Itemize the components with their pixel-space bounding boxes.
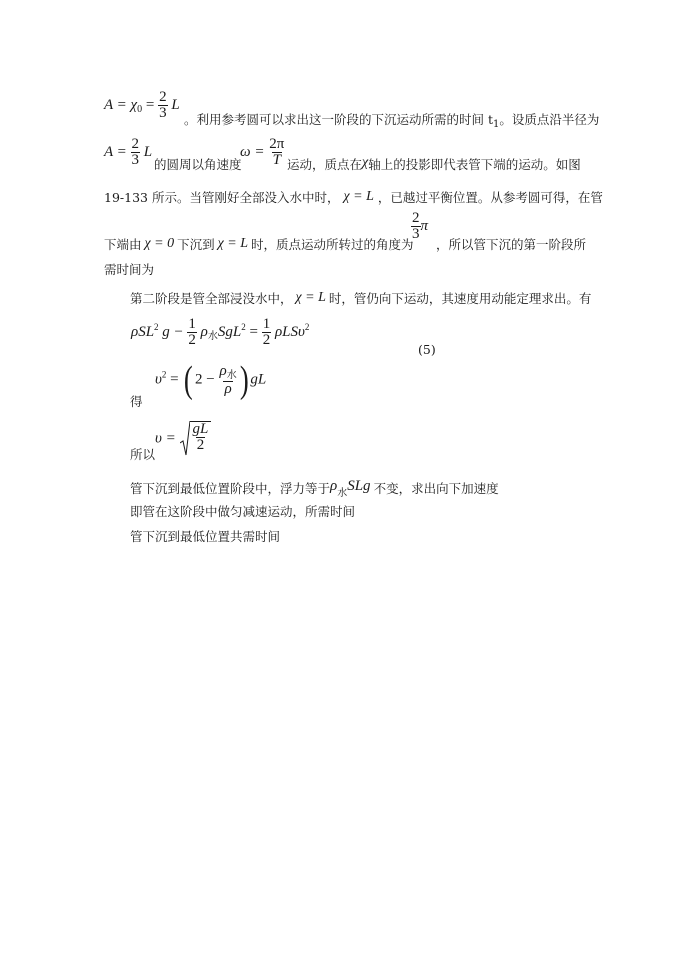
text: 管下沉到最低位置阶段中，浮力等于	[130, 481, 331, 496]
eq-part: SgL	[217, 323, 242, 340]
text: 轴上的投影即代表管下端的运动。如图	[368, 157, 581, 172]
velocity-equation	[155, 421, 211, 457]
right-paren: )	[239, 359, 249, 401]
angle-fraction	[411, 211, 428, 242]
eq-part: ρLSυ	[274, 323, 305, 340]
pi-symbol: π	[420, 217, 429, 234]
frac-num: 2	[131, 136, 140, 152]
eq-sup: 2	[241, 321, 246, 332]
formula-sub: 0	[137, 103, 143, 115]
eq-sup: 2	[161, 369, 167, 380]
eq-sign: =	[170, 371, 179, 388]
line-2-text-2	[287, 155, 581, 173]
frac-den: 3	[412, 226, 420, 242]
fraction	[158, 90, 168, 121]
fraction	[131, 137, 141, 168]
eq-part: g −	[162, 323, 184, 340]
rho: ρ	[330, 478, 338, 494]
frac-num: gL	[192, 421, 209, 437]
energy-equation	[131, 317, 309, 348]
omega-eq: ω =	[240, 143, 265, 160]
formula-text: A =	[104, 143, 127, 160]
fraction	[192, 422, 210, 453]
frac-num: 2	[159, 89, 167, 105]
formula: χ = 0	[144, 236, 175, 251]
frac-num: 1	[262, 316, 271, 332]
frac-den: ρ	[224, 380, 232, 397]
text: 时，质点运动所转过的角度为	[251, 237, 414, 252]
frac-den: 2	[262, 332, 271, 348]
rho-sub: 水	[337, 488, 348, 499]
var-L: L	[171, 96, 180, 113]
frac-den: 2	[188, 332, 196, 348]
text-sub: 1	[493, 119, 500, 130]
formula: SLg	[347, 478, 371, 494]
line-1	[104, 90, 180, 121]
line-1-text	[184, 110, 599, 130]
line-5: 需时间为	[104, 262, 155, 277]
formula: χ = L	[217, 236, 249, 251]
formula: χ = L	[343, 189, 374, 204]
chi-var: χ	[362, 155, 369, 170]
eq-sign: =	[249, 323, 258, 340]
text: 运动，质点在	[287, 157, 363, 172]
rho: ρ	[200, 323, 208, 340]
frac-num: 2π	[269, 136, 285, 152]
line-2-text-1: 的圆周以角速度	[154, 157, 242, 172]
fraction	[262, 317, 272, 348]
eq-part: gL	[250, 371, 267, 388]
line-3	[104, 188, 603, 206]
sqrt-symbol	[180, 421, 212, 457]
equation-number: (5)	[418, 342, 436, 357]
text: 。利用参考圆可以求出这一阶段的下沉运动所需的时间 t	[184, 112, 493, 127]
left-paren: (	[184, 359, 194, 401]
suoyi-label: 所以	[130, 447, 156, 462]
eq-part: υ	[155, 371, 162, 388]
frac-num: 1	[188, 316, 196, 332]
omega-formula	[240, 137, 285, 168]
frac-num: 2	[412, 210, 420, 226]
line-4-text-end: ，所以管下沉的第一阶段所	[436, 237, 587, 252]
text: 不变，求出向下加速度	[373, 481, 499, 496]
fraction	[187, 317, 197, 348]
line-6	[130, 289, 591, 307]
eq-part: ρSL	[131, 323, 155, 340]
formula: χ = L	[295, 290, 326, 305]
de-label: 得	[130, 394, 143, 409]
line-c: 管下沉到最低位置共需时间	[130, 529, 281, 544]
text: ，已越过平衡位置。从参考圆可得，在管	[377, 190, 603, 205]
formula-text: A = χ	[104, 96, 138, 113]
eq-sup: 2	[154, 321, 159, 332]
text: 下沉到	[177, 237, 215, 252]
frac-den: 3	[159, 105, 167, 121]
text: 第二阶段是管全部浸没水中，	[130, 291, 293, 306]
fraction	[218, 364, 237, 397]
frac-den: 2	[196, 437, 205, 453]
frac-den: 3	[131, 152, 140, 168]
velocity-squared-equation	[155, 361, 266, 399]
text: 。设质点沿半径为	[499, 112, 600, 127]
text: 时，管仍向下运动，其速度用动能定理求出。有	[328, 291, 592, 306]
formula-eq: =	[145, 96, 155, 113]
line-b: 即管在这阶段中做匀减速运动，所需时间	[130, 504, 356, 519]
line-a	[130, 478, 499, 499]
line-4	[104, 235, 414, 253]
fraction	[268, 137, 285, 168]
rho-sub: 水	[207, 330, 218, 342]
var-L: L	[143, 143, 153, 160]
text: 下端由	[104, 237, 142, 252]
fraction	[411, 211, 421, 242]
line-2-formula	[104, 137, 152, 168]
amplitude-formula	[104, 89, 180, 121]
frac-num-sub: 水	[226, 369, 237, 381]
amplitude-formula-2	[104, 136, 153, 168]
eq-part: 2 −	[195, 371, 215, 388]
eq-part: υ =	[155, 430, 176, 447]
eq-sup: 2	[304, 321, 310, 332]
frac-num: ρ	[219, 362, 227, 379]
frac-den: T	[272, 152, 281, 168]
text: 19-133 所示。当管刚好全部没入水中时，	[104, 190, 340, 205]
